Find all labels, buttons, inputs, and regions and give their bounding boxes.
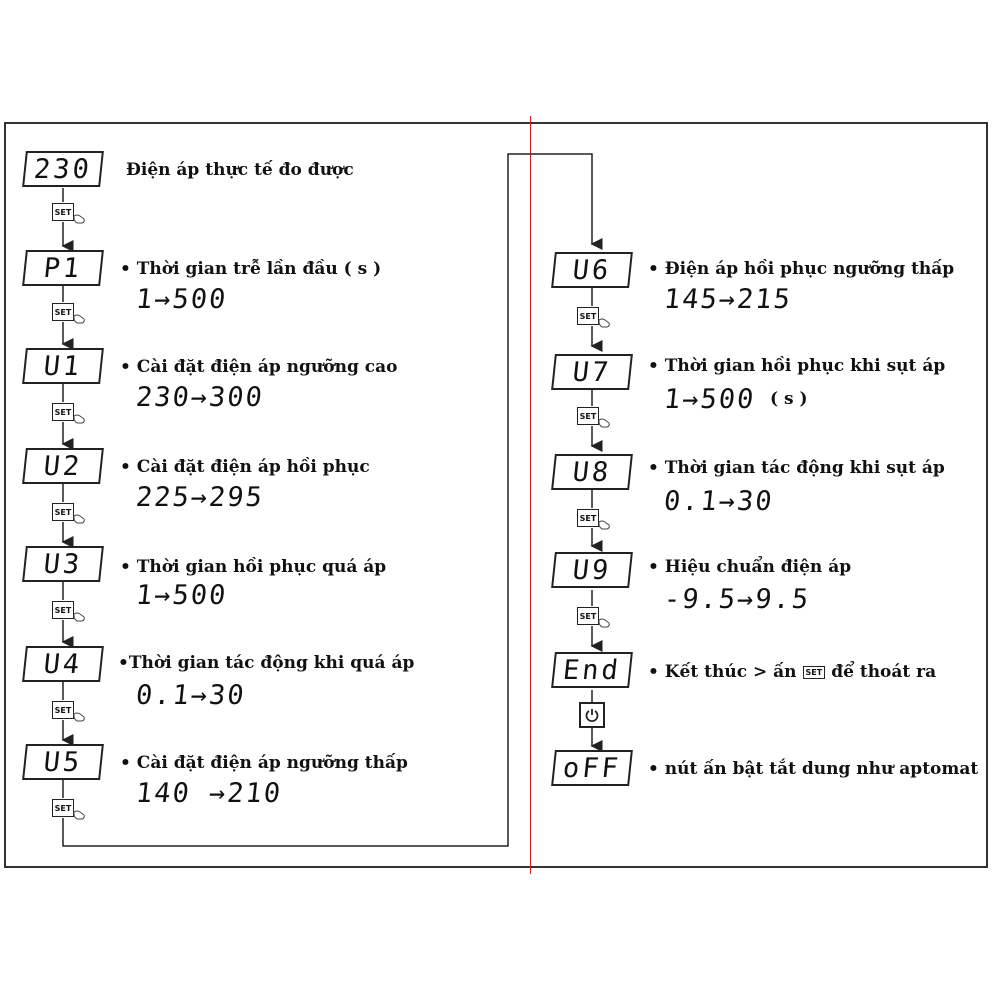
- pointing-hand-icon: [72, 807, 86, 821]
- set-button-icon: SET: [577, 407, 599, 425]
- label-u7: • Thời gian hồi phục khi sụt áp: [648, 356, 946, 376]
- set-button-icon: SET: [577, 307, 599, 325]
- range-p1: 1→500: [134, 284, 229, 315]
- range-u3: 1→500: [134, 580, 229, 611]
- power-icon: [579, 702, 605, 728]
- label-u8: • Thời gian tác động khi sụt áp: [648, 458, 945, 478]
- label-off: • nút ấn bật tắt dung như aptomat: [648, 759, 979, 779]
- pointing-hand-icon: [72, 211, 86, 225]
- lcd-display-u1: U1: [22, 348, 104, 384]
- lcd-display-off: oFF: [551, 750, 633, 786]
- pointing-hand-icon: [597, 615, 611, 629]
- lcd-display-end: End: [551, 652, 633, 688]
- range-u8: 0.1→30: [662, 486, 776, 517]
- set-button-icon: SET: [52, 203, 74, 221]
- set-button-icon: SET: [803, 666, 826, 679]
- range-u1: 230→300: [134, 382, 266, 413]
- set-button-icon: SET: [52, 601, 74, 619]
- lcd-display-230: 230: [22, 151, 104, 187]
- pointing-hand-icon: [72, 411, 86, 425]
- lcd-display-u5: U5: [22, 744, 104, 780]
- lcd-display-p1: P1: [22, 250, 104, 286]
- set-button-icon: SET: [52, 503, 74, 521]
- end-label-post: để thoát ra: [831, 662, 937, 682]
- set-button-icon: SET: [577, 607, 599, 625]
- label-u4: •Thời gian tác động khi quá áp: [118, 653, 415, 673]
- pointing-hand-icon: [72, 709, 86, 723]
- range-u7: 1→500: [662, 384, 757, 415]
- label-end: [648, 662, 936, 682]
- lcd-display-u2: U2: [22, 448, 104, 484]
- range-u2: 225→295: [134, 482, 266, 513]
- range-u5: 140 →210: [134, 778, 284, 809]
- end-label-pre: • Kết thúc > ấn: [648, 662, 797, 682]
- set-button-icon: SET: [52, 701, 74, 719]
- lcd-display-u9: U9: [551, 552, 633, 588]
- pointing-hand-icon: [597, 315, 611, 329]
- label-u6: • Điện áp hồi phục ngưỡng thấp: [648, 259, 955, 279]
- set-button-icon: SET: [52, 403, 74, 421]
- pointing-hand-icon: [72, 609, 86, 623]
- label-u2: • Cài đặt điện áp hồi phục: [120, 457, 370, 477]
- lcd-display-u8: U8: [551, 454, 633, 490]
- lcd-display-u4: U4: [22, 646, 104, 682]
- lcd-display-u6: U6: [551, 252, 633, 288]
- label-actual-voltage: Điện áp thực tế đo được: [126, 160, 354, 180]
- range-u9: -9.5→9.5: [662, 584, 812, 615]
- pointing-hand-icon: [597, 415, 611, 429]
- label-u1: • Cài đặt điện áp ngưỡng cao: [120, 357, 398, 377]
- pointing-hand-icon: [597, 517, 611, 531]
- unit-seconds: ( s ): [770, 389, 808, 409]
- range-u4: 0.1→30: [134, 680, 248, 711]
- pointing-hand-icon: [72, 311, 86, 325]
- label-u9: • Hiệu chuẩn điện áp: [648, 557, 852, 577]
- range-u6: 145→215: [662, 284, 794, 315]
- set-button-icon: SET: [52, 799, 74, 817]
- label-p1: • Thời gian trễ lần đầu ( s ): [120, 259, 382, 279]
- label-u3: • Thời gian hồi phục quá áp: [120, 557, 387, 577]
- lcd-display-u7: U7: [551, 354, 633, 390]
- lcd-display-u3: U3: [22, 546, 104, 582]
- set-button-icon: SET: [52, 303, 74, 321]
- label-u5: • Cài đặt điện áp ngưỡng thấp: [120, 753, 408, 773]
- pointing-hand-icon: [72, 511, 86, 525]
- set-button-icon: SET: [577, 509, 599, 527]
